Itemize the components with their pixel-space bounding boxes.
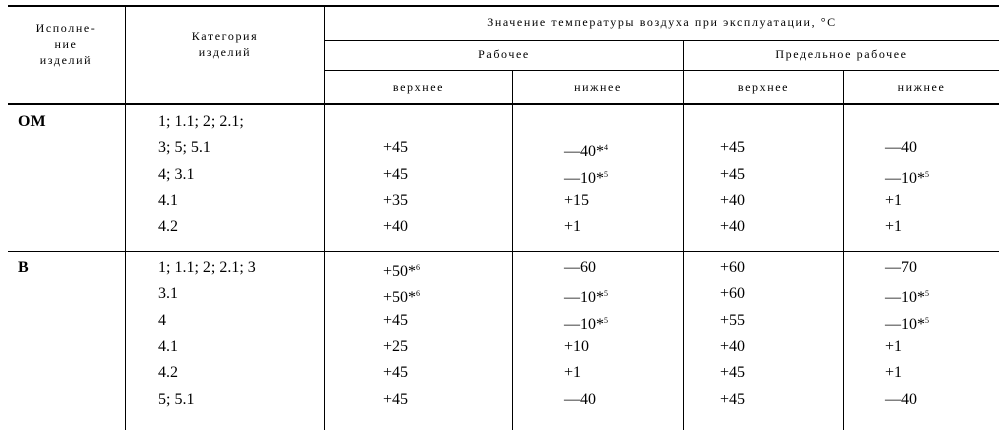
row-category-value: 1; 1.1; 2; 2.1; 3 [158,259,256,276]
limit-lower-value-value: +1 [885,218,903,235]
limit-upper-value-value: +55 [720,312,746,329]
limit-lower-value [885,363,902,383]
header-execution-line-3: изделий [39,53,93,67]
group-divider-rule [8,251,999,252]
row-category [158,258,256,278]
limit-upper-value [720,217,745,237]
working-lower-value-value: +15 [564,192,590,209]
limit-upper-value-value: +45 [720,166,746,183]
working-lower-value-footnote: 4 [604,143,608,152]
working-lower-value [564,337,589,357]
header-category-line-1: Категория [191,29,259,43]
working-lower-value-value: —10* [564,316,604,333]
table-top-rule [8,5,999,7]
header-category-line-2: изделий [198,45,252,59]
limit-upper-value [720,165,745,185]
row-category-value: 3; 5; 5.1 [158,139,211,156]
limit-lower-value-footnote: 5 [925,316,929,325]
group-execution-label: ОМ [18,113,46,130]
limit-upper-value-value: +60 [720,285,746,302]
working-lower-value-value: —10* [564,170,604,187]
working-lower-value [564,390,596,410]
row-category-value: 1; 1.1; 2; 2.1; [158,113,244,130]
working-lower-value-footnote: 5 [604,289,608,298]
working-lower-value [564,284,608,308]
working-lower-value [564,311,608,335]
limit-lower-value-value: —10* [885,170,925,187]
working-upper-value-value: +50* [383,289,417,306]
limit-upper-value-value: +40 [720,338,746,355]
working-lower-value [564,191,589,211]
limit-upper-value-value: +40 [720,192,746,209]
limit-upper-value-value: +60 [720,259,746,276]
limit-lower-value [885,191,902,211]
row-category-value: 4; 3.1 [158,166,195,183]
col-divider-1 [125,6,126,430]
header-execution-line-2: ние [54,37,78,51]
working-lower-value-value: +1 [564,218,582,235]
limit-lower-value-value: —10* [885,289,925,306]
row-category [158,217,178,237]
row-category-value: 4.2 [158,364,178,381]
working-upper-value-value: +25 [383,338,409,355]
limit-upper-value [720,138,745,158]
group-execution-label: В [18,259,29,276]
row-category [158,284,178,304]
row-category [158,390,194,410]
working-lower-value-value: —40* [564,143,604,160]
limit-lower-value [885,258,917,278]
working-upper-value [383,138,408,158]
header-category [126,28,324,60]
limit-upper-value [720,311,745,331]
limit-lower-value [885,138,917,158]
row-category-value: 4.1 [158,192,178,209]
limit-lower-value [885,311,929,335]
working-lower-value [564,165,608,189]
working-upper-value-value: +35 [383,192,409,209]
header-execution-line-1: Исполне- [35,21,97,35]
col-divider-5 [843,70,844,430]
working-upper-value-footnote: 6 [416,289,421,298]
limit-upper-value-value: +45 [720,139,746,156]
row-category-value: 3.1 [158,285,178,302]
row-category-value: 5; 5.1 [158,391,195,408]
working-upper-value-value: +50* [383,263,417,280]
limit-upper-value [720,284,745,304]
col-divider-2 [324,6,325,430]
row-category [158,311,166,331]
limit-lower-value-value: —10* [885,316,925,333]
working-lower-value-value: —10* [564,289,604,306]
working-upper-value-value: +45 [383,139,409,156]
row-category-value: 4.2 [158,218,178,235]
working-lower-value-value: —60 [564,259,596,276]
header-limit-upper: верхнее [737,80,790,94]
limit-upper-value [720,390,745,410]
header-rule-2 [324,70,999,71]
working-lower-value-value: +1 [564,364,582,381]
limit-lower-value-value: —40 [885,139,917,156]
limit-lower-value [885,337,902,357]
limit-upper-value [720,191,745,211]
working-lower-value [564,138,608,162]
col-divider-4 [683,40,684,430]
row-category [158,138,211,158]
working-lower-value [564,258,596,278]
header-rule-1 [324,40,999,41]
working-upper-value [383,284,420,308]
limit-lower-value-footnote: 5 [925,170,929,179]
limit-lower-value [885,165,929,189]
working-upper-value [383,337,408,357]
limit-upper-value-value: +40 [720,218,746,235]
row-category-value: 4 [158,312,166,329]
row-category-value: 4.1 [158,338,178,355]
working-upper-value [383,191,408,211]
working-lower-value [564,217,581,237]
header-execution [8,20,124,68]
header-temperature-title: Значение температуры воздуха при эксплуатации, °С [487,15,837,29]
col-divider-3 [512,70,513,430]
header-limit-lower: нижнее [897,80,946,94]
header-limit-working: Предельное рабочее [775,47,908,61]
header-bottom-rule [8,103,999,105]
header-working-lower: нижнее [574,80,622,94]
working-upper-value-value: +40 [383,218,409,235]
working-lower-value-footnote: 5 [604,316,608,325]
limit-upper-value [720,258,745,278]
limit-lower-value-footnote: 5 [925,289,929,298]
limit-lower-value-value: +1 [885,364,903,381]
limit-upper-value-value: +45 [720,391,746,408]
working-upper-value-value: +45 [383,364,409,381]
limit-lower-value-value: +1 [885,338,903,355]
working-lower-value-value: +10 [564,338,590,355]
limit-upper-value [720,337,745,357]
working-upper-value [383,311,408,331]
working-lower-value-footnote: 5 [604,170,608,179]
working-upper-value [383,217,408,237]
limit-lower-value [885,390,917,410]
row-category [158,363,178,383]
working-upper-value [383,363,408,383]
working-lower-value-value: —40 [564,391,596,408]
limit-upper-value [720,363,745,383]
limit-lower-value [885,284,929,308]
row-category [158,337,178,357]
working-upper-value-value: +45 [383,312,409,329]
limit-lower-value [885,217,902,237]
working-upper-value-footnote: 6 [416,263,421,272]
working-upper-value-value: +45 [383,391,409,408]
limit-lower-value-value: —70 [885,259,917,276]
limit-lower-value-value: +1 [885,192,903,209]
limit-upper-value-value: +45 [720,364,746,381]
row-category [158,165,194,185]
working-lower-value [564,363,581,383]
header-working-upper: верхнее [392,80,445,94]
row-category [158,191,178,211]
working-upper-value-value: +45 [383,166,409,183]
row-category [158,112,244,132]
working-upper-value [383,258,420,282]
working-upper-value [383,165,408,185]
limit-lower-value-value: —40 [885,391,917,408]
header-working: Рабочее [478,47,530,61]
working-upper-value [383,390,408,410]
